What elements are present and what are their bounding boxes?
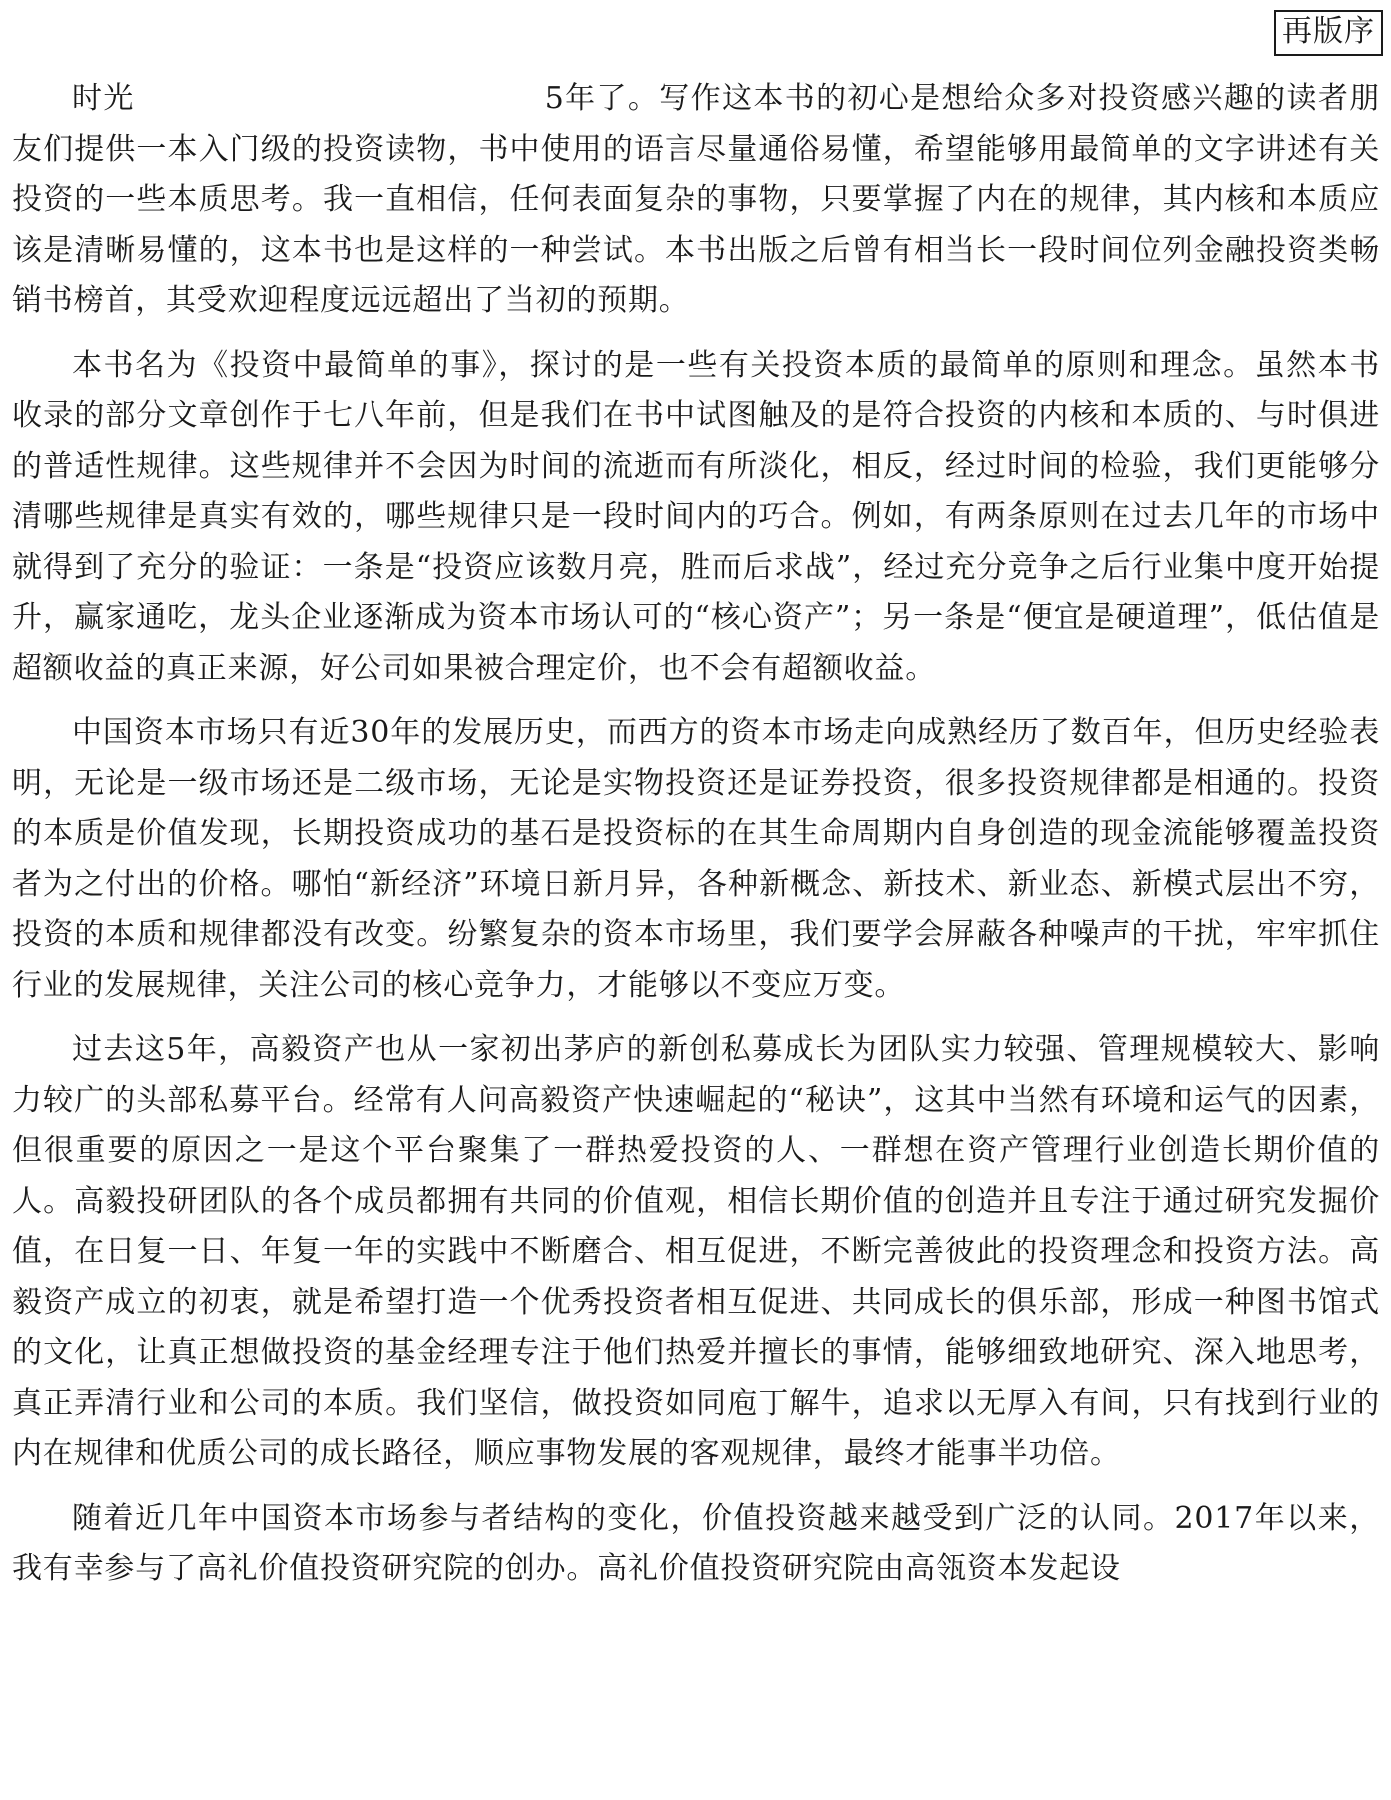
- body-text: [12, 74, 1380, 1595]
- paragraph-2: 本书名为《投资中最简单的事》，探讨的是一些有关投资本质的最简单的原则和理念。虽然本书收录的部分文章创作于七八年前，但是我们在书中试图触及的是符合投资的内核和本质的、与时俱进的普适性规律。这些规律并不会因为时间的流逝而有所淡化，相反，经过时间的检验，我们更能够分清哪些规律是真实有效的，哪些规律只是一段时间内的巧合。例如，有两条原则在过去几年的市场中就得到了充分的验证：一条是“投资应该数月亮，胜而后求战”，经过充分竞争之后行业集中度开始提升，赢家通吃，龙头企业逐渐成为资本市场认可的“核心资产”；另一条是“便宜是硬道理”，低估值是超额收益的真正来源，好公司如果被合理定价，也不会有超额收益。: [12, 347, 1380, 686]
- paragraph-3: 中国资本市场只有近30年的发展历史，而西方的资本市场走向成熟经历了数百年，但历史经验表明，无论是一级市场还是二级市场，无论是实物投资还是证券投资，很多投资规律都是相通的。投资的本质是价值发现，长期投资成功的基石是投资标的在其生命周期内自身创造的现金流能够覆盖投资者为之付出的价格。哪怕“新经济”环境日新月异，各种新概念、新技术、新业态、新模式层出不穷，投资的本质和规律都没有改变。纷繁复杂的资本市场里，我们要学会屏蔽各种噪声的干扰，牢牢抓住行业的发展规律，关注公司的核心竞争力，才能够以不变应万变。: [12, 715, 1380, 1003]
- paragraph-1-lead: 时光: [72, 81, 135, 116]
- section-label: 再版序: [1274, 10, 1383, 56]
- paragraph-4: 过去这5年，高毅资产也从一家初出茅庐的新创私募成长为团队实力较强、管理规模较大、影响力较广的头部私募平台。经常有人问高毅资产快速崛起的“秘诀”，这其中当然有环境和运气的因素，但很重要的原因之一是这个平台聚集了一群热爱投资的人、一群想在资产管理行业创造长期价值的人。高毅投研团队的各个成员都拥有共同的价值观，相信长期价值的创造并且专注于通过研究发掘价值，在日复一日、年复一年的实践中不断磨合、相互促进，不断完善彼此的投资理念和投资方法。高毅资产成立的初衷，就是希望打造一个优秀投资者相互促进、共同成长的俱乐部，形成一种图书馆式的文化，让真正想做投资的基金经理专注于他们热爱并擅长的事情，能够细致地研究、深入地思考，真正弄清行业和公司的本质。我们坚信，做投资如同庖丁解牛，追求以无厚入有间，只有找到行业的内在规律和优质公司的成长路径，顺应事物发展的客观规律，最终才能事半功倍。: [12, 1032, 1380, 1471]
- paragraph-5: 随着近几年中国资本市场参与者结构的变化，价值投资越来越受到广泛的认同。2017年以来，我有幸参与了高礼价值投资研究院的创办。高礼价值投资研究院由高瓴资本发起设: [12, 1500, 1380, 1586]
- paragraph-1: [12, 74, 1380, 327]
- paragraph-1-text: 5年了。写作这本书的初心是想给众多对投资感兴趣的读者朋友们提供一本入门级的投资读物，书中使用的语言尽量通俗易懂，希望能够用最简单的文字讲述有关投资的一些本质思考。我一直相信，任何表面复杂的事物，只要掌握了内在的规律，其内核和本质应该是清晰易懂的，这本书也是这样的一种尝试。本书出版之后曾有相当长一段时间位列金融投资类畅销书榜首，其受欢迎程度远远超出了当初的预期。: [12, 81, 1381, 318]
